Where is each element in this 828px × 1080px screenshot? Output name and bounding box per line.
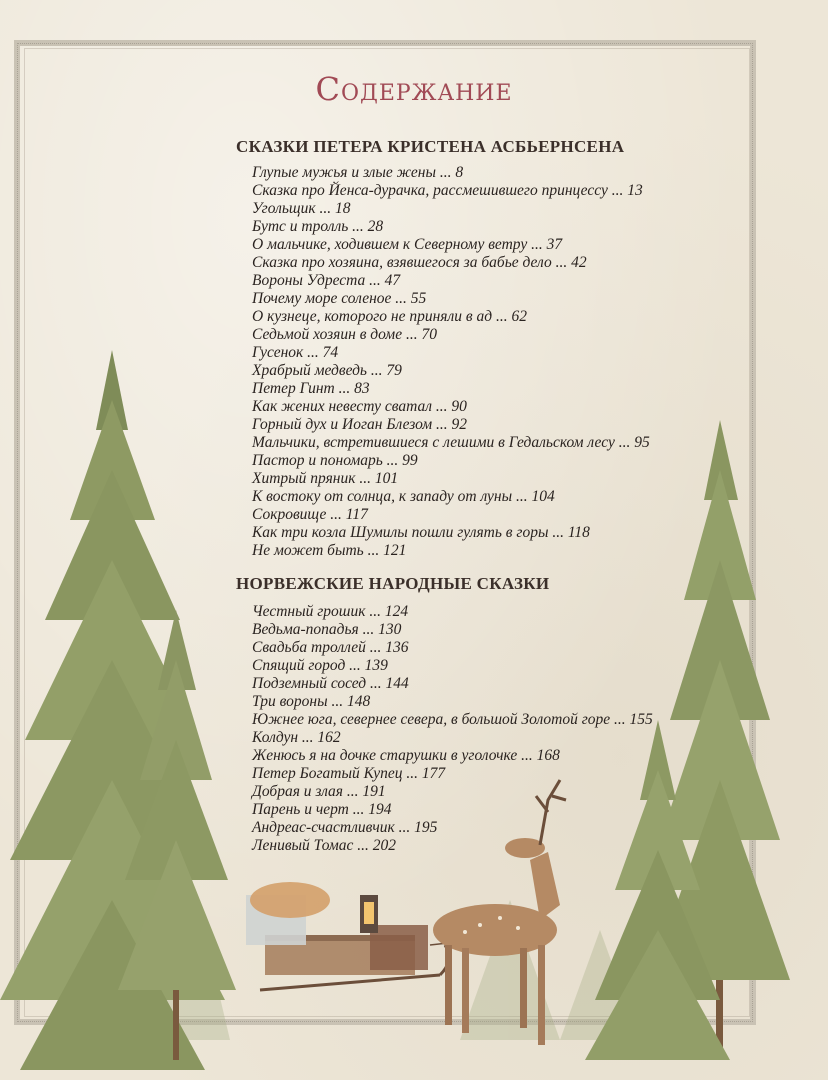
toc-item[interactable]: Седьмой хозяин в доме ... 70 [252,326,437,343]
toc-item[interactable]: Женюсь я на дочке старушки в уголочке ... 168 [252,747,560,764]
toc-item[interactable]: Честный грошик ... 124 [252,603,409,620]
toc-item[interactable]: Ведьма-попадья ... 130 [252,621,402,638]
toc-item[interactable]: Ленивый Томас ... 202 [252,837,397,854]
toc-item[interactable]: Петер Богатый Купец ... 177 [252,765,446,782]
toc-item[interactable]: Колдун ... 162 [252,729,341,746]
toc-item[interactable]: Гусенок ... 74 [252,344,339,361]
toc-item[interactable]: Как три козла Шумилы пошли гулять в горы ... 118 [252,524,590,541]
toc-item[interactable]: Сказка про Йенса-дурачка, рассмешившего принцессу ... 13 [252,182,643,199]
toc-item[interactable]: К востоку от солнца, к западу от луны ... 104 [252,488,555,505]
toc-item[interactable]: Южнее юга, севернее севера, в большой Золотой горе ... 155 [252,711,653,728]
toc-list-norwegian [252,603,653,855]
toc-item[interactable]: Подземный сосед ... 144 [252,675,409,692]
toc-item[interactable]: Хитрый пряник ... 101 [252,470,399,487]
toc-item[interactable]: О кузнеце, которого не приняли в ад ... 62 [252,308,527,325]
toc-item[interactable]: Вороны Удреста ... 47 [252,272,401,289]
toc-item[interactable]: Горный дух и Иоган Блезом ... 92 [252,416,468,433]
toc-item[interactable]: Как жених невесту сватал ... 90 [252,398,467,415]
toc-item[interactable]: Добрая и злая ... 191 [252,783,386,800]
section-heading-asbjornsen: СКАЗКИ ПЕТЕРА КРИСТЕНА АСБЬЕРНСЕНА [236,137,625,156]
toc-item[interactable]: Парень и черт ... 194 [252,801,392,818]
toc-item[interactable]: Глупые мужья и злые жены ... 8 [252,164,464,181]
toc-item[interactable]: Угольщик ... 18 [252,200,351,217]
toc-item[interactable]: Бутс и тролль ... 28 [252,218,384,235]
page-title: Содержание [315,70,513,108]
toc-item[interactable]: Спящий город ... 139 [252,657,388,674]
toc-item[interactable]: Пастор и пономарь ... 99 [252,452,418,469]
section-heading-norwegian: НОРВЕЖСКИЕ НАРОДНЫЕ СКАЗКИ [236,574,550,593]
toc-item[interactable]: Мальчики, встретившиеся с лешими в Гедальском лесу ... 95 [252,434,650,451]
toc-item[interactable]: О мальчике, ходившем к Северному ветру ... 37 [252,236,563,253]
toc-item[interactable]: Свадьба троллей ... 136 [252,639,409,656]
toc-item[interactable]: Сокровище ... 117 [252,506,368,523]
toc-list-asbjornsen [252,164,650,560]
toc-item[interactable]: Почему море соленое ... 55 [252,290,427,307]
toc-item[interactable]: Три вороны ... 148 [252,693,371,710]
toc-item[interactable]: Не может быть ... 121 [252,542,407,559]
toc-item[interactable]: Сказка про хозяина, взявшегося за бабье дело ... 42 [252,254,587,271]
toc-item[interactable]: Петер Гинт ... 83 [252,380,370,397]
toc-item[interactable]: Андреас-счастливчик ... 195 [252,819,438,836]
toc-item[interactable]: Храбрый медведь ... 79 [252,362,402,379]
